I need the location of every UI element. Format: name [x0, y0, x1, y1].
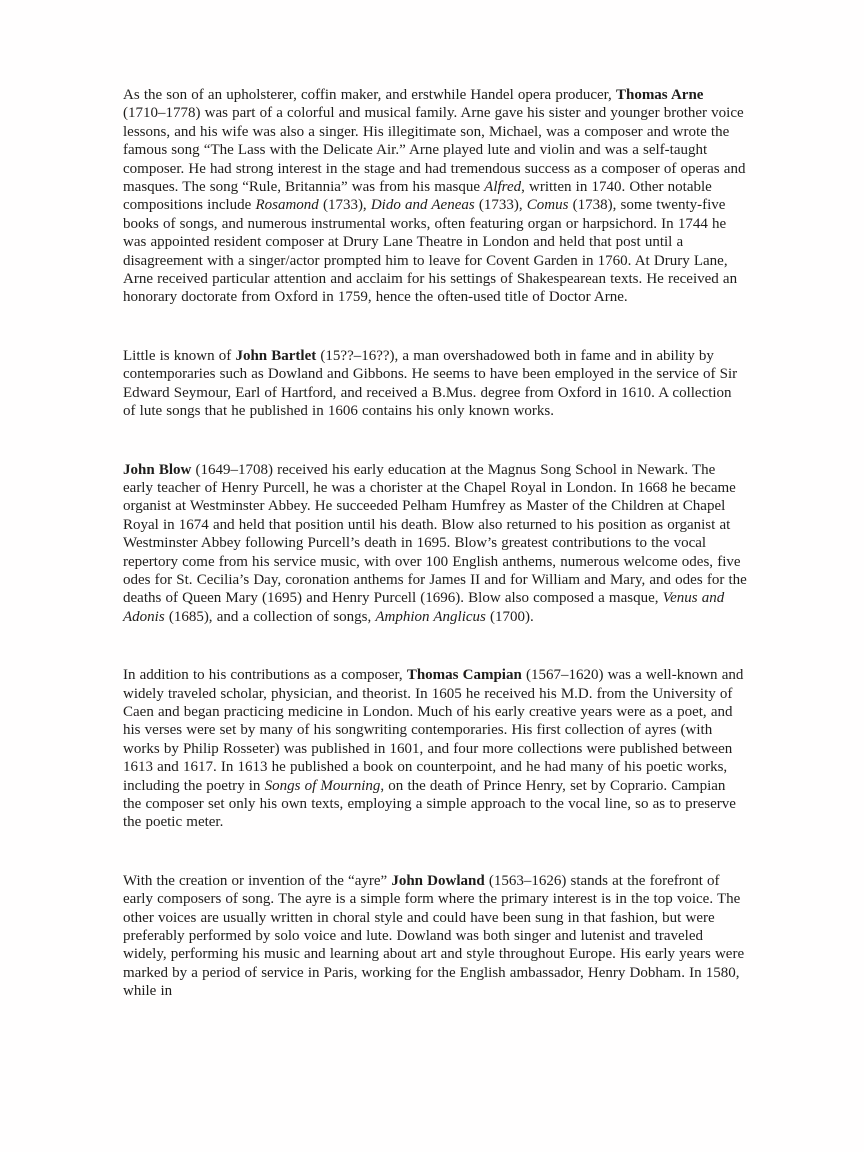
work-title: Dido and Aeneas [370, 197, 475, 214]
work-title: Venus and Adonis [123, 590, 725, 625]
body-text: (1567–1620) was a well-known and widely traveled scholar, physician, and theorist. In 1605 he received his M.D. from the University of Caen and began practicing medicine in London. Much of his early creative years were as a poet, and his verses were set by many of his songwriting contemporaries. His first collection of ayres (with works by Philip Rosseter) was published in 1601, and four more collections were published between 1613 and 1617. In 1613 he published a book on counterpoint, and he had many of his poetic works, including the poetry in [123, 667, 744, 794]
body-text: (1649–1708) received his early education at the Magnus Song School in Newark. The early teacher of Henry Purcell, he was a chorister at the Chapel Royal in London. In 1668 he became organist at Westminster Abbey. He succeeded Pelham Humfrey as Master of the Children at Chapel Royal in 1674 and held that position until his death. Blow also returned to his position as organist at Westminster Abbey following Purcell’s death in 1695. Blow’s greatest contributions to the vocal repertory come from his service music, with over 100 English anthems, numerous welcome odes, five odes for St. Cecilia’s Day, coronation anthems for James II and for William and Mary, and odes for the deaths of Queen Mary (1695) and Henry Purcell (1696). Blow also composed a masque, [123, 461, 747, 607]
paragraph-john-blow [123, 461, 747, 627]
paragraph-john-dowland [123, 872, 747, 1001]
composer-name: John Bartlet [235, 347, 317, 364]
body-text: , written in 1740. Other notable compositions include [123, 179, 712, 214]
composer-name: John Blow [123, 461, 192, 478]
work-title: Amphion Anglicus [375, 608, 486, 625]
work-title: Alfred [484, 179, 522, 196]
composer-name: John Dowland [391, 872, 485, 889]
paragraph-thomas-arne [123, 86, 747, 307]
body-text: (1700). [485, 608, 534, 625]
body-text: Little is known of [123, 347, 236, 364]
composer-name: Thomas Campian [406, 667, 522, 684]
body-text: (1710–1778) was part of a colorful and musical family. Arne gave his sister and younger brother voice lessons, and his wife was also a singer. His illegitimate son, Michael, was a composer and wrote the famous song “The Lass with the Delicate Air.” Arne played lute and violin and was a self-taught composer. He had strong interest in the stage and had tremendous success as a composer of operas and masques. The song “Rule, Britannia” was from his masque [123, 105, 746, 196]
text-column [123, 86, 747, 1041]
work-title: Rosamond [255, 197, 319, 214]
body-text: With the creation or invention of the “ayre” [123, 872, 392, 889]
work-title: Songs of Mourning [264, 777, 381, 794]
body-text: In addition to his contributions as a composer, [123, 667, 407, 684]
body-text: (1733), [474, 197, 527, 214]
paragraph-thomas-campian [123, 666, 747, 832]
paragraph-john-bartlet [123, 347, 747, 421]
composer-name: Thomas Arne [615, 87, 704, 103]
body-text: As the son of an upholsterer, coffin maker, and erstwhile Handel opera producer, [123, 87, 616, 103]
body-text: (1733), [318, 197, 371, 214]
body-text: (15??–16??), a man overshadowed both in fame and in ability by contemporaries such as Dowland and Gibbons. He seems to have been employed in the service of Sir Edward Seymour, Earl of Hartford, and received a B.Mus. degree from Oxford in 1610. A collection of lute songs that he published in 1606 contains his only known works. [123, 347, 738, 420]
body-text: (1738), some twenty-five books of songs, and numerous instrumental works, often featuring organ or harpsichord. In 1744 he was appointed resident composer at Drury Lane Theatre in London and held that post until a disagreement with a singer/actor prompted him to leave for Covent Garden in 1760. At Drury Lane, Arne received particular attention and acclaim for his settings of Shakespearean texts. He received an honorary doctorate from Oxford in 1759, hence the often-used title of Doctor Arne. [123, 197, 738, 306]
body-text: , on the death of Prince Henry, set by Coprario. Campian the composer set only his own texts, employing a simple approach to the vocal line, so as to preserve the poetic meter. [123, 777, 736, 831]
work-title: Comus [526, 197, 569, 214]
body-text: (1563–1626) stands at the forefront of early composers of song. The ayre is a simple form where the primary interest is in the top voice. The other voices are usually written in choral style and could have been sung in that fashion, but were preferably performed by solo voice and lute. Dowland was both singer and lutenist and traveled widely, performing his music and learning about art and style throughout Europe. His early years were marked by a period of service in Paris, working for the English ambassador, Henry Dobham. In 1580, while in [123, 872, 745, 1000]
body-text: (1685), and a collection of songs, [164, 608, 376, 625]
